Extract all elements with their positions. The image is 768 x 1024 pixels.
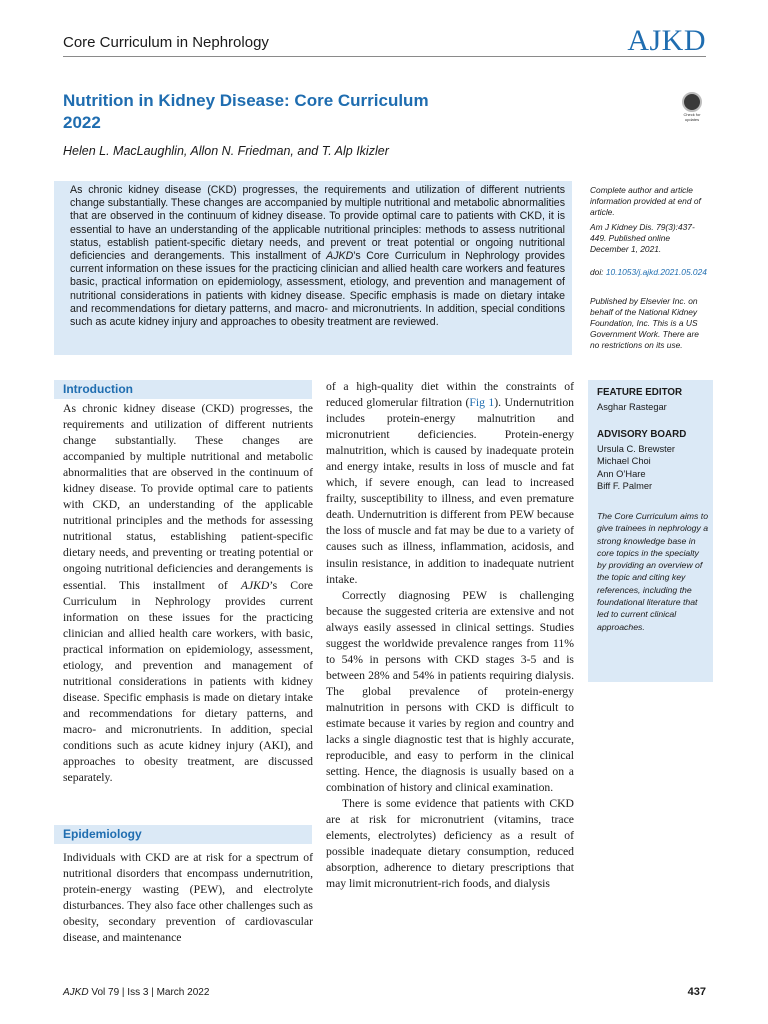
citation: Am J Kidney Dis. 79(3):437-449. Published online December 1, 2021. <box>590 222 695 254</box>
feature-editor-name: Asghar Rastegar <box>597 402 667 412</box>
header-divider <box>63 56 706 57</box>
advisory-member: Ursula C. Brewster <box>597 444 676 454</box>
advisory-member: Biff F. Palmer <box>597 480 653 491</box>
publisher-note: Published by Elsevier Inc. on behalf of the National Kidney Foundation, Inc. This is a US Government Work. There are no restrictions on its use. <box>590 296 699 350</box>
advisory-member: Ann O’Hare <box>597 468 646 479</box>
advisory-member: Michael Choi <box>597 456 651 467</box>
introduction-body: As chronic kidney disease (CKD) progresses, the requirements and utilization of different nutrients change substantially. These changes are accompanied by multiple nutritional and metabolic abnormalities that are observed in the continuum of kidney disease. To provide optimal care to patients with CKD, an understanding of the applicable nutritional principles and the methods for assessing nutritional status, establishing patient-specific dietary needs, and preventing or treating potential or ongoing nutritional deficiencies and derangements is essential. This installment of AJKD’s Core Curriculum in Nephrology provides current information on these issues for the practicing clinician and allied health care workers, with basic, practical information on epidemiology, assessment, etiology, and prevention and management of nutritional considerations in patients with kidney disease. Specific emphasis is made on dietary intake and recommendations for dietary patterns, and macro- and micronutrients. In addition, special conditions such as acute kidney injury (AKI), and approaches to obesity treatment, are discussed separately. <box>63 402 313 785</box>
page-number: 437 <box>687 986 706 998</box>
feature-editor-heading: FEATURE EDITOR <box>597 387 683 398</box>
figure-1-link[interactable]: Fig 1 <box>469 396 495 410</box>
doi: doi: 10.1053/j.ajkd.2021.05.024 <box>590 267 707 277</box>
advisory-board-list <box>597 443 675 492</box>
journal-logo: AJKD <box>627 24 706 57</box>
epidemiology-heading: Epidemiology <box>63 827 142 841</box>
advisory-board-heading: ADVISORY BOARD <box>597 429 687 440</box>
epidemiology-body: Individuals with CKD are at risk for a spectrum of nutritional disorders that encompass undernutrition, protein-energy wasting (PEW), and electrolyte disturbances. They also face other challenges such as obesity, secondary prevention of cardiovascular disease, and maintenance <box>63 851 313 945</box>
author-info-note: Complete author and article information provided at end of article. <box>590 185 701 217</box>
column-two-body: of a high-quality diet within the constraints of reduced glomerular filtration (Fig 1). Undernutrition includes protein-energy malnutrition and micronutrient deficiencies. Protein-energy malnutrition, which is caused by inadequate protein and energy intake, results in loss of muscle and fat which, if severe enough, can lead to increased frailty, susceptibility to illness, and even premature death. Undernutrition is different from PEW because the loss of muscle and fat may be due to a variety of causes such as illness, inflammation, acidosis, and insulin resistance, in addition to inadequate nutrient intake. Correctly diagnosing PEW is challenging because the suggested criteria are extensive and not always easily assessed in clinical settings. Studies suggest the worldwide prevalence ranges from 11% to 54% in persons with CKD stages 3-5 and is between 28% and 54% in patients requiring dialysis. The global prevalence of protein-energy malnutrition in persons with CKD is difficult to estimate because it varies by region and country and lacks a single diagnostic test that is highly accurate, reproducible, and easy to perform in the clinical setting. Hence, the diagnosis is usually based on a combination of history and clinical examination. There is some evidence that patients with CKD are at risk for micronutrient (vitamins, trace elements, electrolytes) deficiency as a result of possible inadequate dietary consumption, reduced absorption, adherence to dietary prescriptions that may limit micronutrient-rich foods, and dialysis <box>326 380 575 891</box>
check-updates-icon <box>682 92 702 112</box>
check-for-updates-badge[interactable] <box>678 92 706 122</box>
abstract-text: As chronic kidney disease (CKD) progresses, the requirements and utilization of different nutrients change substantially. These changes are accompanied by multiple nutritional and metabolic abnormalities that are observed in the continuum of kidney disease. To provide optimal care to patients with CKD, it is essential to have an understanding of the applicable nutritional principles: methods to assess nutritional status, establish patient-specific dietary needs, and prevent or treat potential or ongoing nutritional deficiencies and derangements. This installment of AJKD’s Core Curriculum in Nephrology provides current information on these issues for the practicing clinician and allied health care workers and features basic, practical information on epidemiology, assessment, etiology, and prevention and management of nutritional considerations in patients with kidney disease. Specific emphasis is made on dietary intake and recommendations for dietary patterns, and macro- and micronutrients. In addition, special conditions such as acute kidney injury and approaches to obesity treatment are reviewed. <box>70 184 565 329</box>
footer-citation: AJKD Vol 79 | Iss 3 | March 2022 <box>63 987 210 998</box>
core-curriculum-description: The Core Curriculum aims to give trainees in nephrology a strong knowledge base in core topics in the specialty by providing an overview of the topic and citing key references, including the foundational literature that led to current clinical approaches. <box>597 511 709 632</box>
running-header: Core Curriculum in Nephrology <box>63 34 269 51</box>
doi-link[interactable]: 10.1053/j.ajkd.2021.05.024 <box>605 267 707 277</box>
author-list: Helen L. MacLaughlin, Allon N. Friedman, and T. Alp Ikizler <box>63 144 389 158</box>
check-updates-label: Check for updates <box>683 112 701 122</box>
article-title: Nutrition in Kidney Disease: Core Curriculum 2022 <box>63 91 429 132</box>
introduction-heading: Introduction <box>63 382 133 396</box>
